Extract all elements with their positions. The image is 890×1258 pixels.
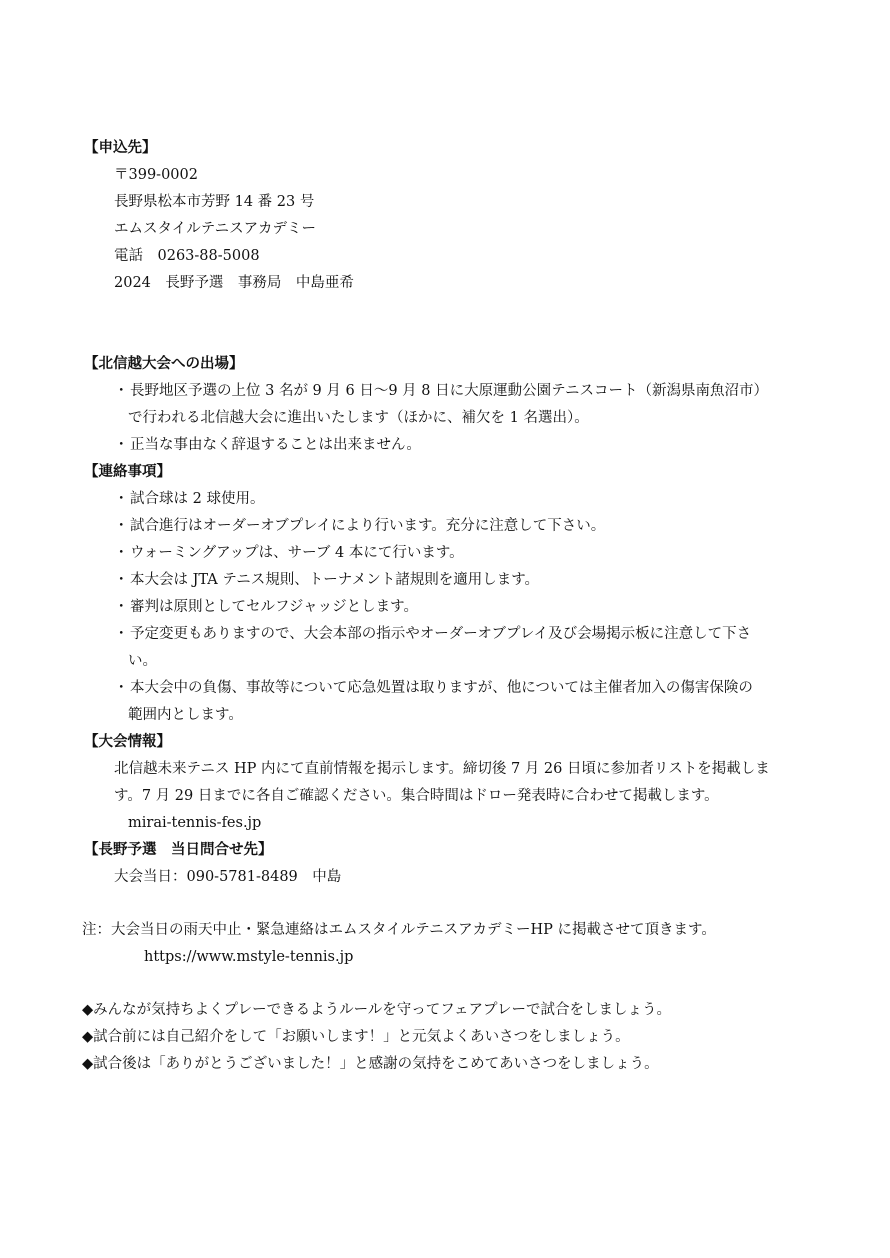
info-url: mirai-tennis-fes.jp bbox=[128, 815, 262, 831]
postal-code: 〒399-0002 bbox=[114, 167, 198, 183]
bullet-mark: ・ bbox=[114, 626, 129, 642]
list-item-continuation: 範囲内とします。 bbox=[128, 707, 243, 723]
manner-line: ◆試合前には自己紹介をして「お願いします！」と元気よくあいさつをしましょう。 bbox=[82, 1029, 630, 1045]
list-item: ・ 試合進行はオーダーオブプレイにより行います。充分に注意して下さい。 bbox=[114, 518, 606, 534]
info-text-line1: 北信越未来テニス HP 内にて直前情報を掲示します。締切後 7 月 26 日頃に参加者リストを掲載しま bbox=[114, 761, 770, 777]
list-item-continuation: い。 bbox=[128, 653, 157, 669]
note-line: 注：大会当日の雨天中止・緊急連絡はエムスタイルテニスアカデミーHP に掲載させて頂きます。 bbox=[82, 922, 716, 938]
notices-header: 【連絡事項】 bbox=[84, 464, 171, 480]
info-text-line2: す。7 月 29 日までに各自ご確認ください。集合時間はドロー発表時に合わせて掲載します。 bbox=[114, 788, 719, 804]
address: 長野県松本市芳野 14 番 23 号 bbox=[114, 194, 315, 210]
list-item: ・ ウォーミングアップは、サーブ 4 本にて行います。 bbox=[114, 545, 464, 561]
bullet-mark: ・ bbox=[114, 599, 129, 615]
bullet-mark: ・ bbox=[114, 680, 129, 696]
note-url: https://www.mstyle-tennis.jp bbox=[144, 949, 354, 965]
list-item: ・ 本大会中の負傷、事故等について応急処置は取りますが、他については主催者加入の傷害保険の bbox=[114, 680, 753, 696]
list-item: ・ 試合球は 2 球使用。 bbox=[114, 491, 265, 507]
bullet-mark: ・ bbox=[114, 437, 129, 453]
bullet-mark: ・ bbox=[114, 518, 129, 534]
contact-line: 大会当日：090-5781-8489 中島 bbox=[114, 869, 342, 885]
bullet-mark: ・ bbox=[114, 545, 129, 561]
bullet-mark: ・ bbox=[114, 572, 129, 588]
application-header: 【申込先】 bbox=[84, 140, 157, 156]
office: 2024 長野予選 事務局 中島亜希 bbox=[114, 275, 354, 291]
list-item: ・ 長野地区予選の上位 3 名が 9 月 6 日〜9 月 8 日に大原運動公園テニスコート（新潟県南魚沼市） bbox=[114, 383, 769, 399]
bullet-mark: ・ bbox=[114, 491, 129, 507]
list-item: ・ 審判は原則としてセルフジャッジとします。 bbox=[114, 599, 418, 615]
manner-line: ◆みんなが気持ちよくプレーできるようルールを守ってフェアプレーで試合をしましょう。 bbox=[82, 1002, 671, 1018]
list-item-continuation: で行われる北信越大会に進出いたします（ほかに、補欠を 1 名選出）。 bbox=[128, 410, 589, 426]
hokushinetsu-header: 【北信越大会への出場】 bbox=[84, 356, 244, 372]
phone: 電話 0263-88-5008 bbox=[114, 248, 260, 264]
manner-line: ◆試合後は「ありがとうございました！」と感謝の気持をこめてあいさつをしましょう。 bbox=[82, 1056, 659, 1072]
bullet-mark: ・ bbox=[114, 383, 129, 399]
list-item: ・ 本大会は JTA テニス規則、トーナメント諸規則を適用します。 bbox=[114, 572, 540, 588]
info-header: 【大会情報】 bbox=[84, 734, 171, 750]
contact-header: 【長野予選 当日問合せ先】 bbox=[84, 842, 273, 858]
organization: エムスタイルテニスアカデミー bbox=[114, 221, 316, 237]
list-item: ・ 正当な事由なく辞退することは出来ません。 bbox=[114, 437, 421, 453]
list-item: ・ 予定変更もありますので、大会本部の指示やオーダーオブプレイ及び会場掲示板に注意して下さ bbox=[114, 626, 752, 642]
